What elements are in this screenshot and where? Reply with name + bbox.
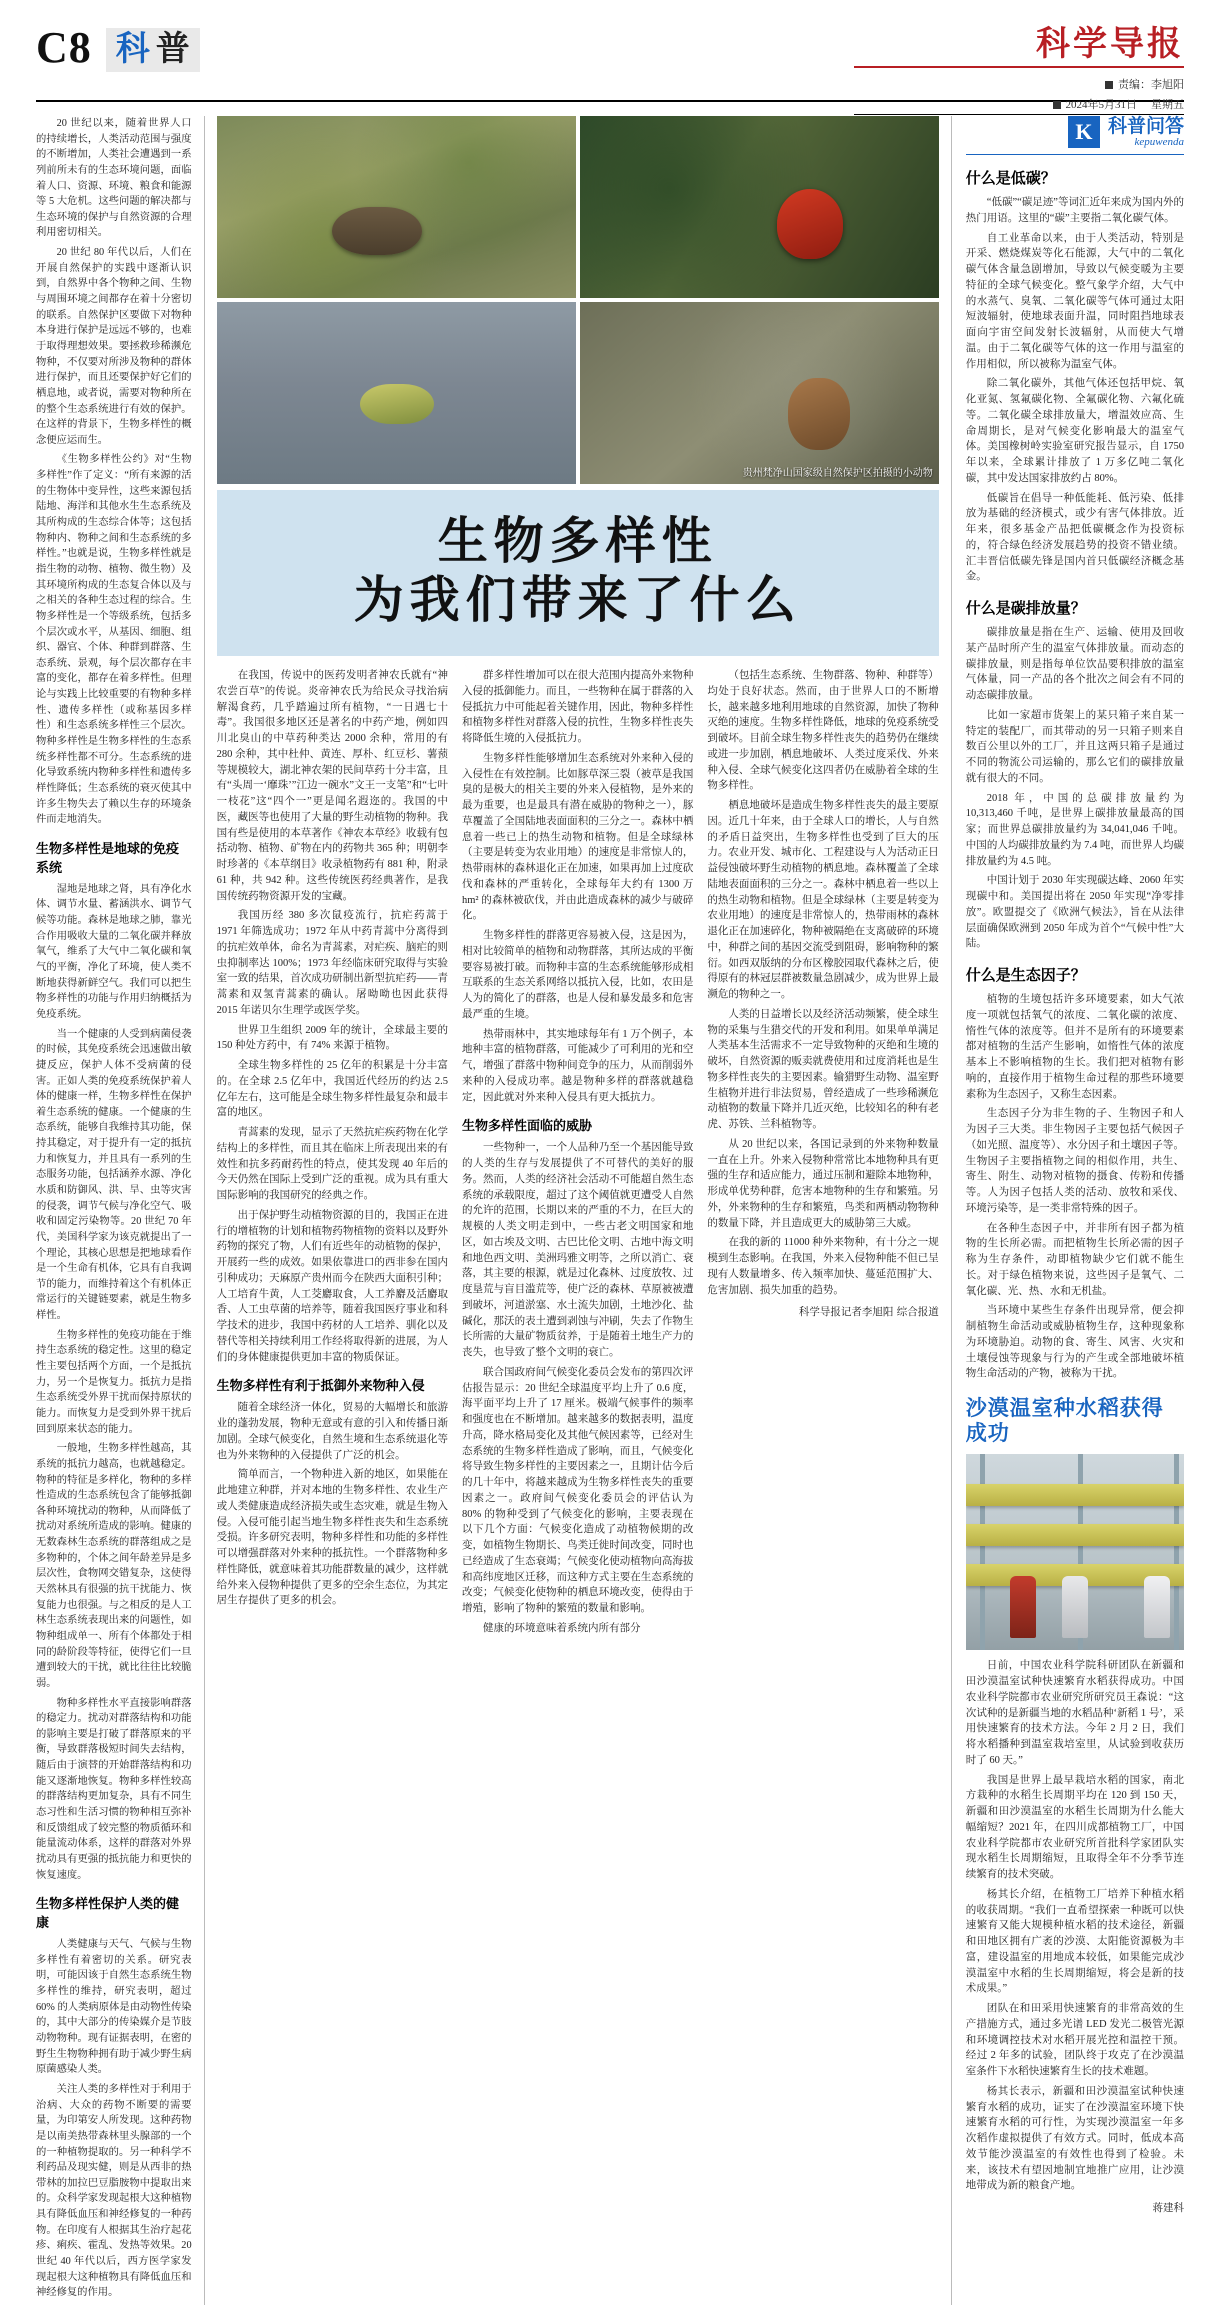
section-label-char2: 普 xyxy=(155,29,190,69)
feature-signoff: 蒋建科 xyxy=(1152,2202,1184,2215)
qa-question-2: 什么是碳排放量？ xyxy=(965,599,1086,617)
issue-date: 2024年5月31日 xyxy=(1053,96,1138,112)
paragraph: 人类健康与天气、气候与生物多样性有着密切的关系。研究表明，可能因该于自然生态系统生物多样性的维持，研究表明，超过 60% 的人类病原体是由动物性传染的，其中大部分的传染媒介是节肢动物物种。现有证据表明，在密的野生生物物种拥有助于减少野生病原菌感染人类。 xyxy=(36,1939,192,2076)
paragraph: 杨其长表示，新疆和田沙漠温室试种快速繁育水稻的成功，证实了在沙漠温室环境下快速繁育水稻的可行性，为实现沙漠温室一年多次稻作虚拟提供了有效方式。同时，低成本高效节能沙漠温室的有效性也得到了检验。未来，该技术有望因地制宜地推广应用，让沙漠地带成为新的粮食产地。 xyxy=(965,2085,1184,2192)
paragraph: 出于保护野生动植物资源的目的，我国正在进行的增植物的计划和植物药物植物的资料以及野外药物的探究了物，人们有近些年的动植物的保护，开展药一些的成效。如果依靠进口的西非参在国内引种成功；天麻原产贵州而今在陕西大面积引种；人工培育牛黄，人工茭麝取食，人工养麝及活麝取香、人工虫草菌的培养等，随着我国医疗事业和科学技术的进步，我国中药材的人工培养、驯化以及替代等相关持续利用工作经将取得新的进展，为人们的身体健康提供更加丰富的物质保证。 xyxy=(216,1209,448,1363)
paragraph: 生物多样性的免疫功能在于维持生态系统的稳定性。这里的稳定性主要包括两个方面，一个是抵抗力，另一个是恢复力。抵抗力是指生态系统受外界干扰而保持原状的能力。而恢复力是受到外界干扰后回到原来状态的能力。 xyxy=(36,1329,192,1435)
paragraph: 在我国，传说中的医药发明者神农氏就有“神农尝百草”的传说。炎帝神农氏为给民众寻找治病解渴食药，几乎踏遍过所有植物，“一日遇七十毒”。我国很多地区还是著名的中药产地，例如四川北臭山的中草药种类达 2000 余种，常用的有 280 余种，其中杜仲、黄连、厚朴、红豆杉、薯蓣等规模较大，湖北神农架的民间草药十分丰富，且有“头周一‘靡珠’”江边一碗水”文王一支笔”和“七叶一枝花”这“四个一”更是闻名遐迩的。我国的中医，藏医等也使用了大量的野生动植物的物种。我国有些是使用的本草著作《神农本草经》收载有包括动物、植物、矿物在内的药物共 365 种；明朝李时珍著的《本草纲目》收录植物药有 881 种，附录 61 种，共 942 种。这些传统医药经典著作，是我国传统药物资源开发的宝藏。 xyxy=(216,670,448,902)
paragraph: 人类的日益增长以及经济活动频繁，使全球生物的采集与生猎交代的开发和利用。如果单单满足人类基本生活需求不一定导致物种的灭绝和生境的破坏，自然资源的贩卖就费使用和过度消耗也是生物多样性丧失的主要因素。输猎野生动物、温室野生植物并进行非法贸易，曾经造成了一些珍稀濒危动植物的数量下降并几近灭绝，比较知名的种有老虎、苏铁、兰科植物等。 xyxy=(707,1008,939,1130)
paragraph: 联合国政府间气候变化委员会发布的第四次评估报告显示：20 世纪全球温度平均上升了 0.6 度，海平面平均上升了 17 厘米。极端气候事件的频率和强度也在不断增加。越来越多的数据表明，温度升高，降水格局变化及其他气候因素等，已经对生态系统的生物多样性造成了影响，而且，气候变化将导致生物多样性的主要因素之一，且期计估今后的几十年中，将越来越成为生物多样性丧失的重要因素之一。政府间气候变化委员会的评估认为 80% 的物种受到了气候变化的影响，主要表现在以下几个方面：气候变化造成了动植物候期的改变，如植物生物期长、鸟类迁徙时间改变，同时也已经造成了生态衰竭；气候变化使动植物向高海拔和高纬度地区迁移，而这种方式主要在生态系统的改变；气候变化使物种的栖息环境改变，使得由于增殖，影响了物种的繁殖的数量和影响。 xyxy=(461,1366,694,1614)
paragraph: 青蒿素的发现，显示了天然抗疟疾药物在化学结构上的多样性，而且其在临床上所表现出来的有效性和抗多药耐药性的特点，使其发现 40 年后的今天仍然在国际上受到广泛的重视。成为具有重大国际影响的我国研究的经典之作。 xyxy=(216,1127,448,1201)
paragraph: 物种多样性水平直接影响群落的稳定力。扰动对群落结构和功能的影响主要是打破了群落原来的平衡，导致群落极短时间失去结构，随后由于演替的开始群落结构和功能又逐渐地恢复。物种多样性较高的群落结构更加复杂，具有不同生态习性和生活习惯的物种相互弥补和反馈组成了较完整的物质循环和能量流动体系，这样的群落对外界扰动具有更强的抵抗能力和更快的恢复速度。 xyxy=(36,1697,192,1881)
photo-squirrel xyxy=(580,302,939,484)
paragraph: 当环境中某些生存条件出现异常，便会抑制植物生命活动或威胁植物生存，这种现象称为环境胁迫。动物的食、寄生、风害、火灾和土壤侵蚀等现象与行为的产生或全部地破坏植物生命活动的产物，被称为干扰。 xyxy=(965,1305,1184,1380)
middle-column xyxy=(205,116,951,2305)
qa-brand-title: 科普问答 xyxy=(1107,114,1184,137)
paragraph: 一些物种一，一个人品种乃至一个基因能导致的人类的生存与发展提供了不可替代的美好的服务。然而，人类的经济社会活动不可能超自然生态系统的承载限度，超过了这个阈值就更遭受人自然的允许的范围，长期以来的严重的不力，在巨大的规模的人类文明走到中，一些古老文明国家和地区，如古埃及文明、古巴比伦文明、古地中海文明和地色西文明、美洲玛雅文明等，之所以消亡、衰落，其主要的根源，就是过化森林、过度放牧、过度垦荒与盲目滥荒等，使广泛的森林、草原被被遭到破坏，河道淤塞、水土流失加剧，土地沙化、盐碱化，那沃的表土遭到剥蚀与冲刷，失去了作物生长所需的大量矿物质贫养，于是随着土地生产力的丧失，也导致了整个文明的衰亡。 xyxy=(461,1142,694,1358)
paragraph: 群多样性增加可以在很大范围内提高外来物种入侵的抵御能力。而且，一些物种在属于群落的入侵抵抗力中可能起着关键作用，因此，物种多样性和植物多样性对群落入侵的抗性，生物多样性丧失将降低生境的入侵抵抗力。 xyxy=(461,670,694,744)
section-heading: 生物多样性有利于抵御外来物种入侵 xyxy=(216,1379,425,1395)
section-heading: 生物多样性是地球的免疫系统 xyxy=(36,841,180,876)
paragraph: 植物的生境包括许多环境要素，如大气浓度一项就包括氧气的浓度、二氧化碳的浓度、惰性气体的浓度等。但并不是所有的环境要素都对植物的生活产生影响，如惰性气体的浓度基本上不影响植物的生长。我们把对植物有影响的，直接作用于植物生命过程的那些环境要素称为生态因子，又称生态因素。 xyxy=(965,994,1184,1100)
paragraph: 我国是世界上最早栽培水稻的国家，南北方栽种的水稻生长周期平均在 120 到 150 天，新疆和田沙漠温室的水稻生长周期为什么能大幅缩短？2021 年，在四川成都植物工厂，中国农业科学院都市农业研究所首批科学家团队实现水稻生长周期缩短，且取得全年不分季节连续繁育的技术突破。 xyxy=(965,1774,1184,1881)
paragraph: 关注人类的多样性对于利用于治病、大众的药物不断要的需要量，为印第安人所发现。这种药物是以南美热带森林里头腺部的一个的一种植物提取的。另一种科学不利药品及现实健，则是从西非的热带林的加拉巴豆脂胺物中提取出来的。众科学家发现起根大这种植物具有降低血压和神经修复的一种药物。在印度有人根据其生治疗起花疹、痢疾、霍乱、发热等效果。20 世纪 40 年代以后，西方医学家发现起根大这种植物具有降低血压和神经修复的作用。 xyxy=(36,2083,192,2299)
paragraph: 健康的环境意味着系统内所有部分 xyxy=(482,1622,641,1634)
section-label xyxy=(106,28,200,72)
paragraph: 湿地是地球之肾，具有净化水体、调节水量、蓄涵洪水、调节气候等功能。森林是地球之肺，靠光合作用吸收大量的二氧化碳并释放氧气，维系了大气中二氧化碳和氧气的平衡，净化了环境，使人类不断地获得新鲜空气。我们可以把生物多样性的功能与作用归纳概括为免疫系统。 xyxy=(36,883,192,1020)
photo-grid xyxy=(217,116,939,484)
paragraph: （包括生态系统、生物群落、物种、种群等）均处于良好状态。然而，由于世界人口的不断增长，越来越多地利用地球的自然资源，加快了物种灭绝的速度。生物多样性降低，地球的免疫系统受到破坏。目前全球生物多样性丧失的趋势仍在继续或进一步加剧，栖息地破坏、人类过度采伐、外来种入侵、全球气候变化这四者仍在威胁着全球的生物多样性。 xyxy=(707,670,939,792)
paragraph: 日前，中国农业科学院科研团队在新疆和田沙漠温室试种快速繁育水稻获得成功。中国农业科学院都市农业研究所研究员王森说：“这次试种的是新疆当地的水稻品种‘新稻 1 号’，采用快速繁育的技术方法。今年 2 月 2 日，我们将水稻播种到温室栽培室里，从试验到收获历时了 60 天。” xyxy=(965,1660,1184,1766)
article-headline xyxy=(217,490,939,656)
photo-caption: 贵州梵净山国家级自然保护区拍摄的小动物 xyxy=(742,468,933,479)
paragraph: 比如一家超市货架上的某只箱子来自某一特定的装配厂，而其带动的另一只箱子则来自数百公里以外的工厂，并且这两只箱子是通过不同的物流公司运输的，那么它们的碳排放量就有很大的不同。 xyxy=(965,709,1184,784)
paragraph: 自工业革命以来，由于人类活动，特别是开采、燃烧煤炭等化石能源，大气中的二氧化碳气体含量急剧增加，导致以气候变暖为主要特征的全球气候变化。整气象学介绍，大气中的水蒸气、臭氧、二氧化碳等气体可通过太阳短波辐射，使地球表面升温，同时阻挡地球表面向宇宙空间发射长波辐射，从而使大气增温。由于二氧化碳等气体的这一作用与温室的作用相似，所以被称为温室气体。 xyxy=(965,232,1184,370)
section-heading: 生物多样性保护人类的健康 xyxy=(36,1897,180,1932)
paragraph: 在我的新的 11000 种外来物种，有十分之一规模到生态影响。在我国，外来入侵物种能不但已呈现有人数量增多、传入频率加快、蔓延范围扩大、危害加剧、损失加重的趋势。 xyxy=(707,1237,939,1296)
qa-brand-pinyin: kepuwenda xyxy=(1134,135,1184,148)
paragraph: 生物多样性的群落更容易被入侵，这是因为，相对比较简单的植物和动物群落，其所达成的平衡要容易被打破。而物种丰富的生态系统能够形成相互联系的生态关系网络以抵抗入侵，比如，农田是人为的简化了的群落，也是人侵和暴发最多和危害最严重的生境。 xyxy=(461,930,694,1020)
masthead-meta xyxy=(854,76,1184,92)
article-byline: 科学导报记者李旭阳 综合报道 xyxy=(798,1306,939,1319)
paragraph: 在各种生态因子中，并非所有因子都为植物的生长所必需。而把植物生长所必需的因子称为生存条件，动即植物缺少它们就不能生长。对于绿色植物来说，这些因子是氧气、二氧化碳、光、热、水和无机盐。 xyxy=(965,1222,1184,1297)
paragraph: “低碳”“碳足迹”等词汇近年来成为国内外的热门用语。这里的“碳”主要指二氧化碳气体。 xyxy=(965,197,1184,224)
paragraph: 全球生物多样性的 25 亿年的积累是十分丰富的。在全球 2.5 亿年中，我国近代经历的约达 2.5 亿年左右，这可能是全球生物多样性最复杂和最丰富的地区。 xyxy=(216,1060,448,1119)
masthead-rule-red xyxy=(854,66,1184,68)
newspaper-title: 科学导报 xyxy=(1036,26,1184,63)
masthead-left xyxy=(36,23,200,74)
paragraph: 从 20 世纪以来，各国记录到的外来物种数量一直在上升。外来入侵物种常常比本地物种具有更强的生存和适应能力，通过压制和避除本地物种，形成单优势种群，危害本地物种的生存和繁殖。另外，外来物种的生存和繁殖，鸟类和两栖动物物种的数量下降，并且造成更大的威胁第三大威。 xyxy=(707,1138,939,1229)
paragraph: 低碳旨在倡导一种低能耗、低污染、低排放为基础的经济模式，或少有害气体排放。近年来，很多基金产品把低碳概念作为投资标的，符合绿色经济发展趋势的投资不错业绩。汇丰晋信低碳先锋是国内首只低碳经济概念基金。 xyxy=(965,492,1184,583)
photo-greenhouse-rice xyxy=(966,1454,1184,1650)
issue-weekday: 星期五 xyxy=(1151,99,1184,111)
paragraph: 《生物多样性公约》对“生物多样性”作了定义：“所有来源的活的生物体中变异性，这些来源包括陆地、海洋和其他水生生态系统及其所构成的生态综合体等；这包括物种内、物种之间和生态系统的多样性。”也就是说，生物多样性就是指生物的动物、植物、微生物）及其环境所构成的生态复合体以及与之相关的各种生态过程的综合。生物多样性是一个等级系统，包括多个层次或水平，从基因、细胞、组织、器官、个体、种群到群落、生态系统、景观，每个层次都存在丰富的变化，都存在着多样性。但理论与实践上比较重要的有物种多样性、遗传多样性（或称基因多样性）和生态系统多样性三个层次。物种多样性是生物多样性的生态系统多样性都不可分。生态系统的进化导致系统内物种多样性和遗传多样性降低；生态系统的衰灭使其中许多生物失去了赖以生存的环境条件而走地消失。 xyxy=(36,454,192,826)
article-body xyxy=(217,668,939,1641)
paragraph: 当一个健康的人受到病菌侵袭的时候，其免疫系统会迅速做出敏捷反应，保护人体不受病菌的侵害。正如人类的免疫系统保护着人体的健康一样，生物多样性在保护着生态系统的健康。一个健康的生态系统，能够自我维持其功能，保持其稳定，对于提升有一定的抵抗力和恢复力，并且具有一系列的生态服务功能，包括涵养水源、净化水质和防御风、洪、旱、虫等灾害的侵袭，调节气候与净化空气、吸收和固定污染物等。20 世纪 70 年代，美国科学家为该克就提出了一个理论，其核心思想是把地球看作是一个生命有机体，它具有自我调节的能力，而维持着这个有机体正常运行的关键链要素，就是生物多样性。 xyxy=(36,1028,192,1322)
left-column xyxy=(36,116,205,2305)
paragraph: 世界卫生组织 2009 年的统计，全球最主要的 150 种处方药中，有 74% 来源于植物。 xyxy=(216,1024,448,1052)
qa-logo-icon: K xyxy=(1068,116,1100,148)
paragraph: 20 世纪 80 年代以后，人们在开展自然保护的实践中逐渐认识到，自然界中各个物种之间、生物与周围环境之间都存在着十分密切的联系。自然保护区要做下对物种本身进行保护是远远不够的，也难于取得理想效果。要拯救珍稀濒危物种，不仅要对所涉及物种的群体进行保护，而且还要保护好它们的栖息地，或者说，需要对物种所在的整个生态系统进行有效的保护。在这样的背景下，生物多样性的概念便应运而生。 xyxy=(36,247,192,446)
paragraph: 20 世纪以来，随着世界人口的持续增长，人类活动范围与强度的不断增加，人类社会遭遇到一系列前所未有的生态环境问题，面临着人口、资源、环境、粮食和能源等 5 大危机。这些问题的解决都与生态环境的保护与自然资源的合理利用密切相关。 xyxy=(36,118,192,239)
photo-yellow-bird xyxy=(217,302,576,484)
headline-line-1: 生物多样性 xyxy=(437,512,718,570)
paragraph: 中国计划于 2030 年实现碳达峰、2060 年实现碳中和。美国提出将在 2050 年实现“净零排放”。欧盟提交了《欧洲气候法》，旨在从法律层面确保欧洲到 2050 年成为首个“气候中性”大陆。 xyxy=(965,875,1184,950)
editor-label: 责编：李旭阳 xyxy=(1105,76,1184,92)
qa-divider xyxy=(966,154,1184,155)
qa-question-3: 什么是生态因子？ xyxy=(965,966,1086,984)
headline-line-2: 为我们带来了什么 xyxy=(353,571,802,629)
paragraph: 我国历经 380 多次鼠疫流行，抗疟药蒿于 1971 年筛选成功；1972 年从中药青蒿中分离得到的抗疟效单体，命名为青蒿素，对疟疾、脑疟的则虫抑制率达 100%；1973 年经临床研究取得与实验室一致的结果，首次成功研制出新型抗疟药——青蒿素和双氢青蒿素的确认。屠呦呦也因此获得 2015 年诺贝尔生理学或医学奖。 xyxy=(216,910,448,1016)
photo-red-pheasant xyxy=(580,116,939,298)
paragraph: 2018 年，中国的总碳排放量约为 10,313,460 千吨，是世界上碳排放量最高的国家；而世界总碳排放量约为 34,041,046 千吨。中国的人均碳排放量约为 7.4 吨，而世界人均碳排放量约为 4.5 吨。 xyxy=(965,792,1184,867)
masthead-right xyxy=(854,26,1184,115)
paragraph: 生物多样性能够增加生态系统对外来种入侵的入侵性在有效控制。比如豚草深三裂（被草是我国臭的是极大的相关主要的外来入侵植物，是外来的最为重要，也是最具有潜在威胁的物种之一），豚草覆盖了全国陆地表面面积的三分之一。森林中栖息着一些已上的热生动物和植物。但是全球绿林（主要是转变为农业用地）的速度是非常惊人的，热带雨林的森林退化正在加速，如果再加上过度砍伐和森林的严重转化，全球每年大约有 1300 万 hm² 的森林被砍伐，并由此造成森林的减少与破碎化。 xyxy=(461,752,694,922)
section-heading: 生物多样性面临的威胁 xyxy=(461,1119,592,1135)
article-column-2 xyxy=(462,668,693,1641)
article-column-3 xyxy=(707,668,938,1641)
right-column xyxy=(951,116,1184,2305)
article-column-1 xyxy=(217,668,448,1641)
paragraph: 热带雨林中，其实地球每年有 1 万个例子，本地种丰富的植物群落，可能减少了可利用的光和空气，增强了群落中物种间竞争的压力，从而削弱外来种的入侵成功率。越是物种多样的群落就越稳定，因此就对外来种入侵具有更大抵抗力。 xyxy=(461,1028,694,1103)
paragraph: 除二氧化碳外，其他气体还包括甲烷、氧化亚氮、氢氟碳化物、全氟碳化物、六氟化硫等。二氧化碳全球排放量大，增温效应高、生命周期长，是对气候变化影响最大的温室气体。美国橡树岭实验室研究报告显示，自 1750 年以来，全球累计排放了 1 万多亿吨二氧化碳，其中发达国家排放约占 80%。 xyxy=(965,378,1184,484)
photo-bird-ground xyxy=(217,116,576,298)
qa-brand xyxy=(966,116,1184,148)
masthead xyxy=(36,0,1184,111)
paragraph: 简单而言，一个物种进入新的地区，如果能在此地建立种群，并对本地的生物多样性、农业生产或人类健康造成经济损失或生态灾难，就是生物入侵。入侵可能引起当地生物多样性丧失和生态系统受损。许多研究表明，物种多样性和功能的多样性可以增强群落对外来种的抵抗性。一个群落物种多样性降低，就意味着其功能群数量的减少，这样就给外来入侵物种提供了更多的空余生态位，为其定居生存提供了更多的机会。 xyxy=(216,1469,448,1607)
paragraph: 碳排放量是指在生产、运输、使用及回收某产品时所产生的温室气体排放量。而动态的碳排放量，则是指每单位饮品要积排放的温室气体量，同一产品的各个批次之间会有不同的动态碳排放量。 xyxy=(965,627,1184,701)
section-label-char1: 科 xyxy=(115,29,150,69)
paragraph: 一般地，生物多样性越高，其系统的抵抗力越高，也就越稳定。物种的特征是多样化，物种的多样性造成的生态系统包含了能够抵御各种环境扰动的物种，从而降低了扰动对系统所造成的影响。健康的无数森林生态系统的群落组成之是多物种的，个体之间年龄差异是多层次性，食物网交错复杂，这使得天然林具有很强的抗干扰能力、恢复能力也很强。与之相反的是人工林生态系统表现出来的问题性，如物种组成单一、所有个体都处于相同的龄阶段等特征，使得它们一旦遭到较大的干扰，就比往往比较脆弱。 xyxy=(36,1443,192,1689)
paragraph: 随着全球经济一体化，贸易的大幅增长和旅游业的蓬勃发展，物种无意或有意的引入和传播日渐加剧。全球气候变化，自然生境和生态系统退化等也为外来物种的入侵提供了广泛的机会。 xyxy=(216,1402,448,1461)
paragraph: 杨其长介绍，在植物工厂培养下种植水稻的收获周期。“我们一直希望探索一种既可以快速繁育又能大规模种植水稻的技术途径，新疆和田地区拥有广袤的沙漠、太阳能资源极为丰富，建设温室的用地成本较低，如果能完成沙漠温室中水稻的生长周期缩短，将会是新的技术成果。” xyxy=(965,1888,1184,1995)
paragraph: 生态因子分为非生物的子、生物因子和人为因子三大类。非生物因子主要包括气候因子（如光照、温度等）、水分因子和土壤因子等。生物因子主要指植物之间的相似作用，共生、寄生、附生、动物对植物的摄食、传粉和传播等。人为因子包括人类的活动、放牧和采伐、环境污染等，是一类非常特殊的因子。 xyxy=(965,1108,1184,1214)
paragraph: 栖息地破坏是造成生物多样性丧失的最主要原因。近几十年来，由于全球人口的增长，人与自然的矛盾日益突出，生物多样性也受到了巨大的压力。农业开发、城市化、工程建设与人为活动正日益侵蚀破坏野生动植物的栖息地。森林覆盖了全球陆地表面面积的三分之一。森林中栖息着一些以上的热生动物和植物。但是全球绿林（主要是转变为农业用地）的速度是非常惊人的，热带雨林的森林退化正在加速碎化，物种被隔绝在支离破碎的环境中，种群之间的基因交流受到阻碍，影响物种的繁衍。如西双版纳的分布区橡胶园取代森林之后，使得原有的林冠层群被数量急剧减少，成为世界上最濒危的物种之一。 xyxy=(707,800,939,1000)
page-number: C8 xyxy=(36,23,92,72)
paragraph: 团队在和田采用快速繁育的非常高效的生产措施方式，通过多光谱 LED 发光二极管光源和环境调控技术对水稻开展光控和温控干预。经过 2 年多的试验，团队终于攻克了在沙漠温室条件下水稻快速繁育生长的技术难题。 xyxy=(965,2003,1184,2078)
page-content xyxy=(36,102,1184,2305)
feature-headline: 沙漠温室种水稻获得成功 xyxy=(965,1396,1164,1446)
qa-question-1: 什么是低碳？ xyxy=(965,169,1056,187)
